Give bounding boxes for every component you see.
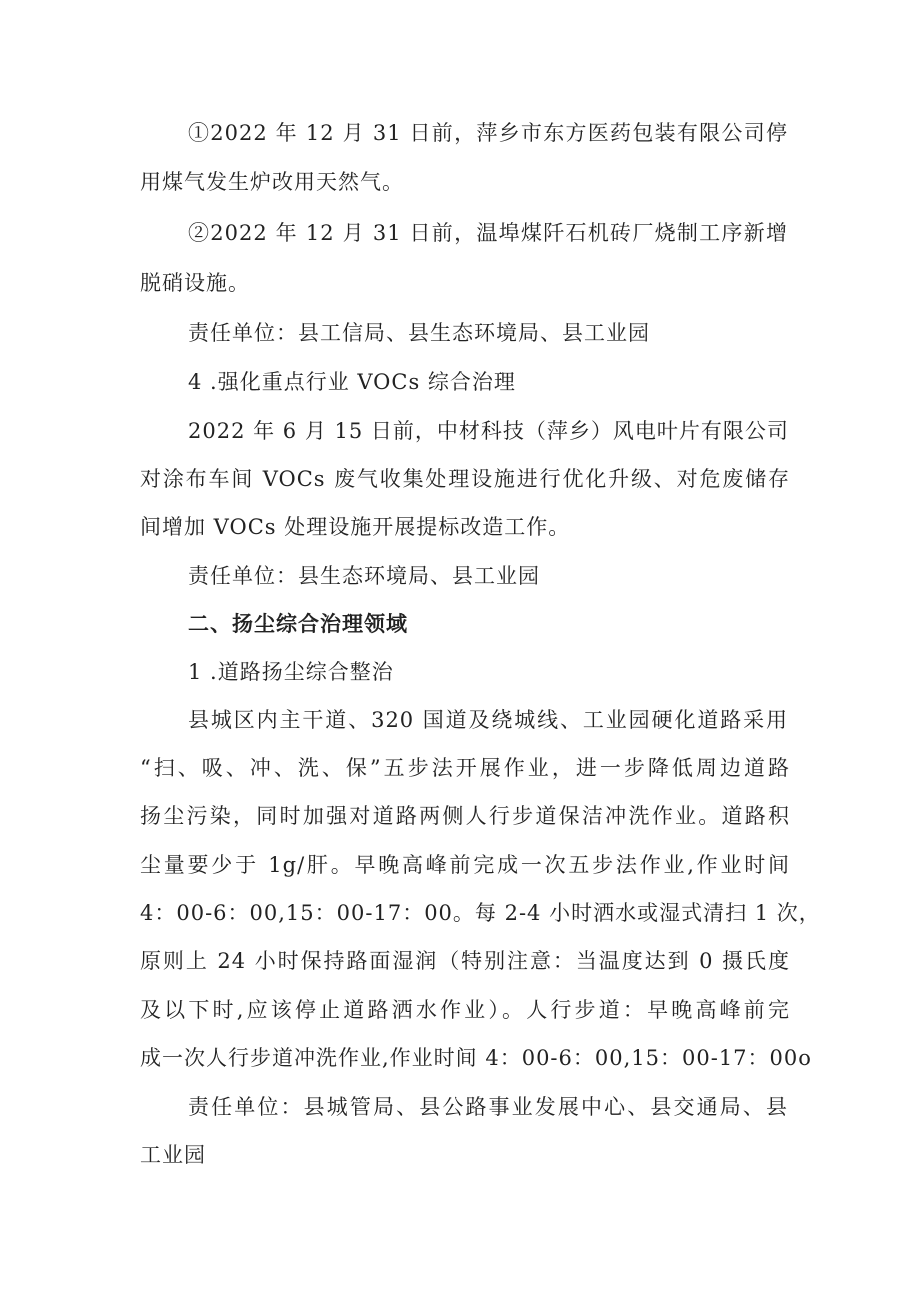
responsible-unit-2: 责任单位：县生态环境局、县工业园 xyxy=(188,564,540,588)
road-paragraph-line-4: 尘量要少于 1g/肝。早晚高峰前完成一次五步法作业,作业时间 xyxy=(140,853,790,877)
vocs-paragraph-line-1: 2022 年 6 月 15 日前，中材科技（萍乡）风电叶片有限公司 xyxy=(188,419,789,443)
section-1-title: 1 .道路扬尘综合整治 xyxy=(188,660,394,684)
road-paragraph-line-5: 4：00-6：00,15：00-17：00。每 2-4 小时洒水或湿式清扫 1 次， xyxy=(140,901,821,925)
road-paragraph-line-6: 原则上 24 小时保持路面湿润（特别注意：当温度达到 0 摄氏度 xyxy=(140,949,790,973)
chapter-2-title: 二、扬尘综合治理领域 xyxy=(188,612,408,636)
item-2-line-2: 脱硝设施。 xyxy=(140,271,250,295)
responsible-unit-1: 责任单位：县工信局、县生态环境局、县工业园 xyxy=(188,321,650,345)
item-1-line-1: ①2022 年 12 月 31 日前，萍乡市东方医药包装有限公司停 xyxy=(188,121,788,145)
road-paragraph-line-8: 成一次人行步道冲洗作业,作业时间 4：00-6：00,15：00-17：00o xyxy=(140,1046,812,1070)
item-1-line-2: 用煤气发生炉改用天然气。 xyxy=(140,170,404,194)
vocs-paragraph-line-2: 对涂布车间 VOCs 废气收集处理设施进行优化升级、对危废储存 xyxy=(140,467,790,491)
road-paragraph-line-2: “扫、吸、冲、洗、保”五步法开展作业，进一步降低周边道路 xyxy=(140,756,790,780)
responsible-unit-3-line-2: 工业园 xyxy=(140,1143,206,1167)
road-paragraph-line-3: 扬尘污染，同时加强对道路两侧人行步道保洁冲洗作业。道路积 xyxy=(140,804,790,828)
vocs-paragraph-line-3: 间增加 VOCs 处理设施开展提标改造工作。 xyxy=(140,515,571,539)
road-paragraph-line-7: 及以下时,应该停止道路洒水作业）。人行步道：早晚高峰前完 xyxy=(140,998,790,1022)
responsible-unit-3-line-1: 责任单位：县城管局、县公路事业发展中心、县交通局、县 xyxy=(188,1095,788,1119)
item-2-line-1: ②2022 年 12 月 31 日前，温埠煤阡石机砖厂烧制工序新增 xyxy=(188,221,788,245)
road-paragraph-line-1: 县城区内主干道、320 国道及绕城线、工业园硬化道路采用 xyxy=(188,708,788,732)
section-4-title: 4 .强化重点行业 VOCs 综合治理 xyxy=(188,370,516,394)
